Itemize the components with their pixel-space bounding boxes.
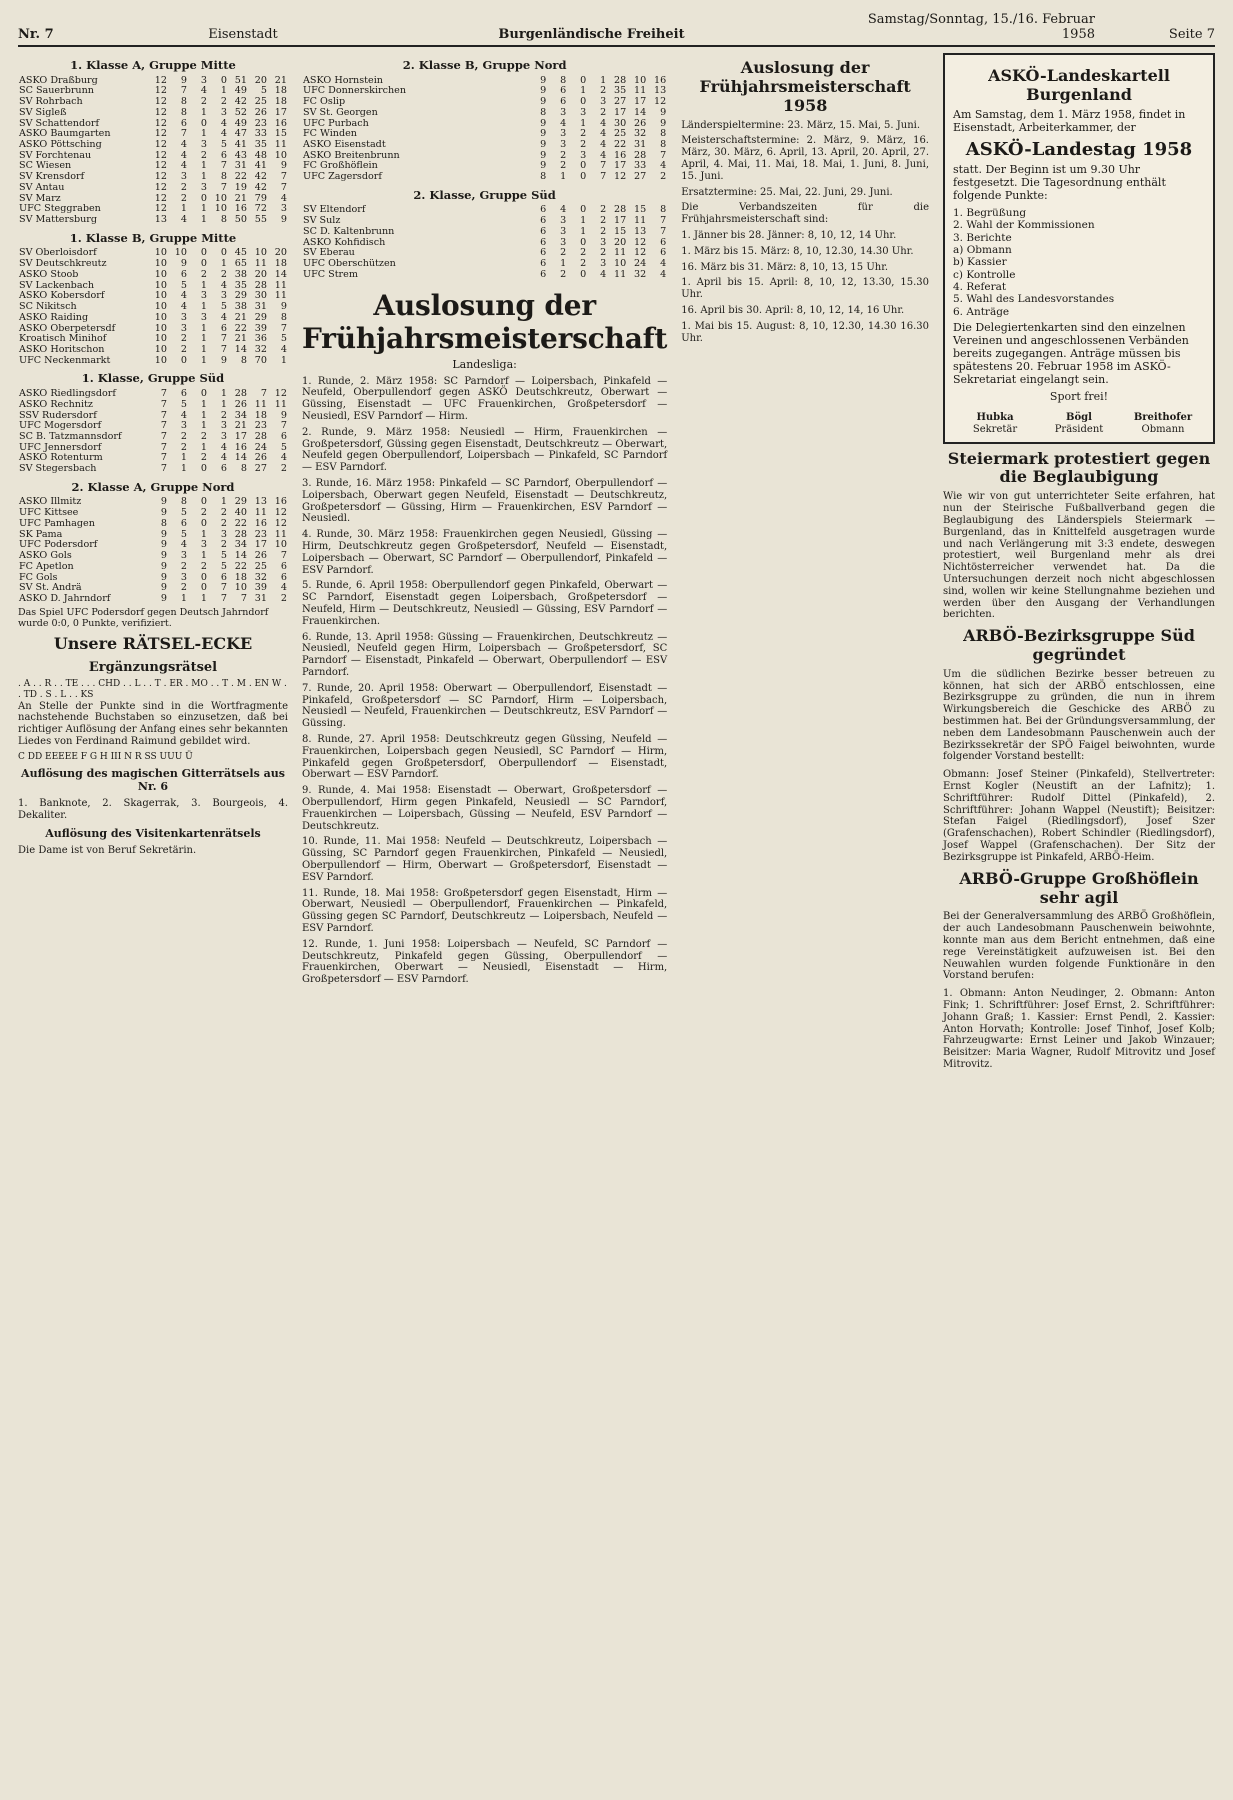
grosshoflein-title: ARBÖ-Gruppe Großhöflein sehr agil xyxy=(959,868,1199,907)
standings-row: UFC Kittsee 9 5 2 2 40 11 12 xyxy=(19,507,287,519)
solution1-title: Auflösung des magischen Gitterrätsels aus Nr. 6 xyxy=(21,767,285,794)
standings-row: ASKÖ Eisenstadt 9 3 2 4 22 31 8 xyxy=(303,138,667,150)
auslosung-line: Meisterschaftstermine: 2. März, 9. März, 16. März, 30. März, 6. April, 13. April, 20. April, 27. April, 4. Mai, 11. Mai, 18. Mai, 1. Juni, 8. Juni, 15. Juni. xyxy=(681,135,929,182)
verification-note: Das Spiel UFC Podersdorf gegen Deutsch Jahrndorf wurde 0:0, 0 Punkte, verifiziert. xyxy=(18,606,269,630)
auslosung-line: 1. März bis 15. März: 8, 10, 12.30, 14.30 Uhr. xyxy=(681,245,914,257)
schedule-headline: Auslosung der Frühjahrsmeisterschaft xyxy=(302,288,668,355)
askoe-box-items xyxy=(953,207,1205,318)
standings-row: UFC Mogersdorf 7 3 1 3 21 23 7 xyxy=(19,420,287,432)
schedule-round: 1. Runde, 2. März 1958: SC Parndorf — Loipersbach, Pinkafeld — Neufeld, Oberpullendorf gegen ASKÖ Deutschkreutz, Oberwart — Güssing, Eisenstadt — UFC Frauenkirchen, Großpetersdorf — Neusiedl, ESV Parndorf — Hirm. xyxy=(302,375,668,423)
standings-row: SV Stegersbach 7 1 0 6 8 27 2 xyxy=(19,463,287,475)
auslosung-line: 16. April bis 30. April: 8, 10, 12, 14, 16 Uhr. xyxy=(681,304,905,316)
askoe-item: 6. Anträge xyxy=(953,305,1010,318)
solution1-text: 1. Banknote, 2. Skagerrak, 3. Bourgeois, 4. Dekaliter. xyxy=(18,798,288,822)
askoe-item: a) Obmann xyxy=(953,243,1012,256)
arbo-title: ARBÖ-Bezirksgruppe Süd gegründet xyxy=(963,626,1195,664)
standings-left xyxy=(18,59,288,605)
paper-title: Burgenländische Freiheit xyxy=(498,27,685,42)
page-header xyxy=(18,12,1215,47)
schedule-rounds xyxy=(302,376,667,986)
standings-row: SV Mattersburg 13 4 1 8 50 55 9 xyxy=(19,214,287,226)
schedule-round: 12. Runde, 1. Juni 1958: Loipersbach — Neufeld, SC Parndorf — Deutschkreutz, Pinkafeld gegen Güssing, Oberpullendorf — Frauenkirchen, Oberwart — Neusiedl, Eisenstadt — Hirm, Großpetersdorf — ESV Parndorf. xyxy=(302,938,668,986)
standings-row: Kroatisch Minihof 10 2 1 7 21 36 5 xyxy=(19,333,287,345)
standings-row: ASKÖ Rotenturm 7 1 2 4 14 26 4 xyxy=(19,452,287,464)
standings-row: SV Krensdorf 12 3 1 8 22 42 7 xyxy=(19,171,287,183)
standings-table xyxy=(302,205,667,280)
standings-row: ASKÖ Draßburg 12 9 3 0 51 20 21 xyxy=(19,74,287,86)
standings-row: SV Sigleß 12 8 1 3 52 26 17 xyxy=(19,106,287,118)
schedule-round: 2. Runde, 9. März 1958: Neusiedl — Hirm, Frauenkirchen — Großpetersdorf, Güssing gegen Eisenstadt, Deutschkreutz — Oberwart, Neufeld gegen Oberpullendorf, Loipersbach — Pinkafeld, SC Parndorf — ESV Parndorf. xyxy=(302,426,668,474)
standings-row: SV Eltendorf 6 4 0 2 28 15 8 xyxy=(303,204,667,216)
standings-row: UFC Oberschützen 6 1 2 3 10 24 4 xyxy=(303,258,667,270)
standings-title: 2. Klasse B, Gruppe Nord xyxy=(402,58,567,72)
auslosung-line: Ersatztermine: 25. Mai, 22. Juni, 29. Juni. xyxy=(681,186,893,198)
askoe-box-big: ASKÖ-Landestag 1958 xyxy=(965,138,1193,160)
standings-row: UFC Donnerskirchen 9 6 1 2 35 11 13 xyxy=(303,85,667,97)
askoe-item: 1. Begrüßung xyxy=(953,206,1027,219)
askoe-item: 4. Referat xyxy=(953,281,1007,294)
schedule-round: 7. Runde, 20. April 1958: Oberwart — Oberpullendorf, Eisenstadt — Pinkafeld, Großpetersdorf — SC Parndorf, Hirm — Loipersbach, Neusiedl — Neufeld, Frauenkirchen — Deutschkreutz, ESV Parndorf — Güssing. xyxy=(302,682,668,730)
standings-row: UFC Zagersdorf 8 1 0 7 12 27 2 xyxy=(303,171,667,183)
page-number: Seite 7 xyxy=(1168,27,1215,42)
grosshoflein-text: Bei der Generalversammlung des ARBÖ Großhöflein, der auch Landesobmann Pauschenwein beiwohnte, konnte man aus dem Bericht entnehmen, daß eine rege Vereinstätigkeit aufzuweisen ist. Bei den Neuwahlen wurden folgende Funktionäre in den Vorstand berufen: xyxy=(943,911,1215,982)
schedule-round: 10. Runde, 11. Mai 1958: Neufeld — Deutschkreutz, Loipersbach — Güssing, SC Parndorf gegen Frauenkirchen, Pinkafeld — Neusiedl, Oberpullendorf — Hirm, Oberwart — Großpetersdorf, Eisenstadt — ESV Parndorf. xyxy=(302,836,668,883)
auslosung-line: Die Verbandszeiten für die Frühjahrsmeisterschaft sind: xyxy=(681,202,929,226)
standings-title: 1. Klasse, Gruppe Süd xyxy=(81,371,225,386)
askoe-box xyxy=(943,53,1215,444)
askoe-item: 2. Wahl der Kommissionen xyxy=(953,219,1095,232)
puzzle-subtitle: Ergänzungsrätsel xyxy=(88,660,218,676)
standings-table xyxy=(302,76,667,183)
puzzle-text: An Stelle der Punkte sind in die Wortfragmente nachstehende Buchstaben so einzusetzen, daß bei richtiger Auflösung der Anfang eines sehr bekannten Liedes von Ferdinand Raimund gebildet wird. xyxy=(18,700,288,748)
middle-right-column xyxy=(681,53,929,348)
standings-row: SV Forchtenau 12 4 2 6 43 48 10 xyxy=(19,149,287,161)
standings-row: ASKÖ Kohfidisch 6 3 0 3 20 12 6 xyxy=(303,236,667,248)
standings-row: SV Deutschkreutz 10 9 0 1 65 11 18 xyxy=(19,258,287,270)
standings-row: ASKÖ Illmitz 9 8 0 1 29 13 16 xyxy=(19,496,287,508)
schedule-round: 8. Runde, 27. April 1958: Deutschkreutz gegen Güssing, Neufeld — Frauenkirchen, Loipersbach gegen Neusiedl, SC Parndorf — Hirm, Pinkafeld gegen Großpetersdorf, Oberpullendorf — Eisenstadt, Oberwart — ESV Parndorf. xyxy=(302,733,668,781)
standings-row: SV Eberau 6 2 2 2 11 12 6 xyxy=(303,247,667,259)
issue-number: Nr. 7 xyxy=(18,27,54,42)
auslosung-lines xyxy=(681,120,929,345)
auslosung-line: 1. Mai bis 15. August: 8, 10, 12.30, 14.30 16.30 Uhr. xyxy=(681,320,929,344)
standings-row: ASKÖ Riedlingsdorf 7 6 0 1 28 7 12 xyxy=(19,388,287,400)
standings-row: UFC Podersdorf 9 4 3 2 34 17 10 xyxy=(19,539,287,551)
standings-row: SV Sulz 6 3 1 2 17 11 7 xyxy=(303,215,667,227)
auslosung-title: Auslosung der Frühjahrsmeisterschaft 1958 xyxy=(699,58,911,115)
standings-row: FC Winden 9 3 2 4 25 32 8 xyxy=(303,128,667,140)
schedule-round: 9. Runde, 4. Mai 1958: Eisenstadt — Oberwart, Großpetersdorf — Oberpullendorf, Hirm gegen Pinkafeld, Neusiedl — SC Parndorf, Frauenkirchen — Loipersbach, Güssing — Neufeld, ESV Parndorf — Deutschkreutz. xyxy=(302,785,668,832)
askoe-box-sport: Sport frei! xyxy=(1049,390,1109,404)
auslosung-line: 16. März bis 31. März: 8, 10, 13, 15 Uhr. xyxy=(681,261,889,273)
standings-row: ASKÖ Kobersdorf 10 4 3 3 29 30 11 xyxy=(19,290,287,302)
standings-row: SC Nikitsch 10 4 1 5 38 31 9 xyxy=(19,301,287,313)
standings-row: FC Oslip 9 6 0 3 27 17 12 xyxy=(303,96,667,108)
standings-row: SC B. Tatzmannsdorf 7 2 2 3 17 28 6 xyxy=(19,430,287,442)
standings-table xyxy=(18,389,288,475)
standings-row: FC Großhöflein 9 2 0 7 17 33 4 xyxy=(303,160,667,172)
puzzle-code: C DD EEEEE F G H III N R SS UUU Ü xyxy=(18,751,193,762)
standings-row: ASKÖ Gols 9 3 1 5 14 26 7 xyxy=(19,550,287,562)
arbo-text: Um die südlichen Bezirke besser betreuen zu können, hat sich der ARBÖ entschlossen, eine Bezirksgruppe zu gründen, die nun in ihrem Wirkungsbereich die Geschicke des ARBÖ zu bestimmen hat. Bei der Gründungsversammlung, der neben dem Landesobmann Pauschenwein auch der Bezirkssekretär der SPÖ Faigel beiwohnten, wurde folgender Vorstand bestellt: xyxy=(943,668,1215,763)
standings-row: UFC Strem 6 2 0 4 11 32 4 xyxy=(303,268,667,280)
standings-row: ASKÖ Breitenbrunn 9 2 3 4 16 28 7 xyxy=(303,149,667,161)
askoe-item: 5. Wahl des Landesvorstandes xyxy=(953,293,1115,306)
middle-left-column xyxy=(302,53,667,990)
standings-row: SV St. Georgen 8 3 3 2 17 14 9 xyxy=(303,106,667,118)
standings-row: SSV Rudersdorf 7 4 1 2 34 18 9 xyxy=(19,409,287,421)
standings-row: UFC Purbach 9 4 1 4 30 26 9 xyxy=(303,117,667,129)
arbo-text2: Obmann: Josef Steiner (Pinkafeld), Stellvertreter: Ernst Kogler (Neustift an der Lafnitz); 1. Schriftführer: Rudolf Dittel (Pinkafeld), 2. Schriftführer: Johann Wappel (Neustift); Beisitzer: Stefan Faigel (Riedlingsdorf), Josef Szer (Grafenschachen), Robert Schindler (Riedlingsdorf), Josef Wappel (Grafenschachen). Der Sitz der Bezirksgruppe ist Pinkafeld, ARBÖ-Heim. xyxy=(943,769,1215,863)
schedule-subtitle: Landesliga: xyxy=(452,357,517,371)
solution2-text: Die Dame ist von Beruf Sekretärin. xyxy=(18,844,197,856)
standings-middle xyxy=(302,59,667,281)
standings-row: ASKÖ Raiding 10 3 3 4 21 29 8 xyxy=(19,311,287,323)
standings-title: 1. Klasse A, Gruppe Mitte xyxy=(70,58,236,72)
schedule-round: 3. Runde, 16. März 1958: Pinkafeld — SC Parndorf, Oberpullendorf — Loipersbach, Oberwart gegen Neufeld, Eisenstadt — Deutschkreutz, Großpetersdorf — Güssing, Hirm — Frauenkirchen, ESV Parndorf — Neusiedl. xyxy=(302,478,668,525)
puzzle-title: Unsere RÄTSEL-ECKE xyxy=(53,634,253,654)
askoe-box-signatures xyxy=(953,412,1205,436)
standings-row: SV Lackenbach 10 5 1 4 35 28 11 xyxy=(19,279,287,291)
standings-row: UFC Neckenmarkt 10 0 1 9 8 70 1 xyxy=(19,354,287,366)
standings-row: ASKÖ Oberpetersdf 10 3 1 6 22 39 7 xyxy=(19,322,287,334)
standings-row: ASKÖ D. Jahrndorf 9 1 1 7 7 31 2 xyxy=(19,593,287,605)
askoe-box-text: statt. Der Beginn ist um 9.30 Uhr festgesetzt. Die Tagesordnung enthält folgende Punkte: xyxy=(953,162,1166,202)
askoe-item: 3. Berichte xyxy=(953,231,1012,244)
sig2: Bögl Präsident xyxy=(1054,412,1104,435)
askoe-item: b) Kassier xyxy=(953,256,1007,269)
standings-row: SK Pama 9 5 1 3 28 23 11 xyxy=(19,528,287,540)
standings-row: SC Wiesen 12 4 1 7 31 41 9 xyxy=(19,160,287,172)
right-column xyxy=(943,53,1215,1077)
standings-row: ASKÖ Rechnitz 7 5 1 1 26 11 11 xyxy=(19,398,287,410)
standings-row: SV Rohrbach 12 8 2 2 42 25 18 xyxy=(19,96,287,108)
puzzle-letters: . A . . R . . TE . . . CHD . . L . . T . ER . MO . . T . M . EN W . . TD . S . L . . KS xyxy=(18,679,287,701)
askoe-box-intro: Am Samstag, dem 1. März 1958, findet in Eisenstadt, Arbeiterkammer, der xyxy=(953,107,1186,134)
left-column xyxy=(18,53,288,861)
schedule-round: 4. Runde, 30. März 1958: Frauenkirchen gegen Neusiedl, Güssing — Hirm, Deutschkreutz gegen Großpetersdorf, Neufeld — Eisenstadt, Loipersbach — Oberwart, SC Parndorf — Oberpullendorf, Pinkafeld — ESV Parndorf. xyxy=(302,529,668,576)
standings-row: SC D. Kaltenbrunn 6 3 1 2 15 13 7 xyxy=(303,225,667,237)
sig3: Breithofer Obmann xyxy=(1133,412,1193,435)
issue-date: Samstag/Sonntag, 15./16. Februar 1958 xyxy=(867,12,1095,42)
standings-row: SV St. Andrä 9 2 0 7 10 39 4 xyxy=(19,582,287,594)
standings-table xyxy=(18,76,288,226)
solution2-title: Auflösung des Visitenkartenrätsels xyxy=(45,826,261,840)
standings-table xyxy=(18,248,288,366)
grosshoflein-list: 1. Obmann: Anton Neudinger, 2. Obmann: Anton Fink; 1. Schriftführer: Josef Ernst, 2. Schriftführer: Johann Graß; 1. Kassier: Ernst Pendl, 2. Kassier: Anton Horvath; Kontrolle: Josef Tinhof, Josef Kolb; Fahrzeugwarte: Ernst Leiner und Jakob Winzauer; Beisitzer: Maria Wagner, Rudolf Mitrovitz und Josef Mitrovitz. xyxy=(943,988,1215,1070)
standings-row: SV Oberloisdorf 10 10 0 0 45 10 20 xyxy=(19,247,287,259)
puzzle-corner xyxy=(18,635,288,857)
standings-row: ASKÖ Pöttsching 12 4 3 5 41 35 11 xyxy=(19,138,287,150)
standings-row: ASKÖ Stoob 10 6 2 2 38 20 14 xyxy=(19,268,287,280)
standings-row: SV Antau 12 2 3 7 19 42 7 xyxy=(19,181,287,193)
standings-row: ASKÖ Baumgarten 12 7 1 4 47 33 15 xyxy=(19,128,287,140)
auslosung-line: 1. April bis 15. April: 8, 10, 12, 13.30, 15.30 Uhr. xyxy=(681,277,929,301)
schedule-round: 11. Runde, 18. Mai 1958: Großpetersdorf gegen Eisenstadt, Hirm — Oberwart, Neusiedl — Oberpullendorf, Frauenkirchen — Pinkafeld, Güssing gegen SC Parndorf, Deutschkreutz — Loipersbach, Neufeld — ESV Parndorf. xyxy=(302,887,668,934)
standings-row: SV Schattendorf 12 6 0 4 49 23 16 xyxy=(19,117,287,129)
steiermark-title: Steiermark protestiert gegen die Beglaubigung xyxy=(947,448,1211,487)
schedule-round: 6. Runde, 13. April 1958: Güssing — Frauenkirchen, Deutschkreutz — Neusiedl, Neufeld gegen Hirm, Loipersbach — Großpetersdorf, SC Parndorf — Eisenstadt, Pinkafeld — Oberwart, Oberpullendorf — ESV Parndorf. xyxy=(302,631,668,678)
schedule-round: 5. Runde, 6. April 1958: Oberpullendorf gegen Pinkafeld, Oberwart — SC Parndorf, Eisenstadt gegen Loipersbach, Großpetersdorf — Neufeld, Hirm — Deutschkreutz, Neusiedl — Güssing, ESV Parndorf — Frauenkirchen. xyxy=(302,580,668,627)
standings-row: ASKÖ Hornstein 9 8 0 1 28 10 16 xyxy=(303,74,667,86)
standings-row: SC Sauerbrunn 12 7 4 1 49 5 18 xyxy=(19,85,287,97)
askoe-box-tail: Die Delegiertenkarten sind den einzelnen Vereinen und angeschlossenen Verbänden bereits zugegangen. Anträge müssen bis spätestens 20. Februar 1958 im ASKÖ-Sekretariat eingelangt sein. xyxy=(953,321,1189,387)
standings-title: 1. Klasse B, Gruppe Mitte xyxy=(69,230,237,245)
standings-row: FC Gols 9 3 0 6 18 32 6 xyxy=(19,571,287,583)
standings-row: FC Apetlon 9 2 2 5 22 25 6 xyxy=(19,560,287,572)
askoe-box-title: ASKÖ-Landeskartell Burgenland xyxy=(988,66,1170,104)
askoe-item: c) Kontrolle xyxy=(953,268,1016,281)
standings-row: SV Marz 12 2 0 10 21 79 4 xyxy=(19,192,287,204)
steiermark-text: Wie wir von gut unterrichteter Seite erfahren, hat nun der Steirische Fußballverband gegen die Beglaubigung des Länderspiels Steiermark — Burgenland, das in Knittelfeld ausgetragen wurde und nach Verlängerung mit 3:3 endete, deswegen protestiert, weil Burgenland mehr als drei Nichtösterreicher verwendet hat. Da die Untersuchungen derzeit noch nicht abgeschlossen sind, wollen wir keine Stellungnahme beziehen und werden über den Ausgang der Verhandlungen berichten. xyxy=(943,491,1215,621)
standings-title: 2. Klasse, Gruppe Süd xyxy=(413,187,556,202)
standings-row: UFC Steggraben 12 1 1 10 16 72 3 xyxy=(19,203,287,215)
top-section xyxy=(18,53,1215,1077)
standings-row: ASKÖ Horitschon 10 2 1 7 14 32 4 xyxy=(19,344,287,356)
standings-title: 2. Klasse A, Gruppe Nord xyxy=(71,479,235,494)
standings-table xyxy=(18,497,288,604)
auslosung-line: Länderspieltermine: 23. März, 15. Mai, 5. Juni. xyxy=(681,119,921,131)
standings-row: UFC Jennersdorf 7 2 1 4 16 24 5 xyxy=(19,441,287,453)
auslosung-line: 1. Jänner bis 28. Jänner: 8, 10, 12, 14 Uhr. xyxy=(681,230,897,241)
place: Eisenstadt xyxy=(208,27,278,42)
standings-row: UFC Pamhagen 8 6 0 2 22 16 12 xyxy=(19,517,287,529)
sig1: Hubka Sekretär xyxy=(972,412,1018,435)
